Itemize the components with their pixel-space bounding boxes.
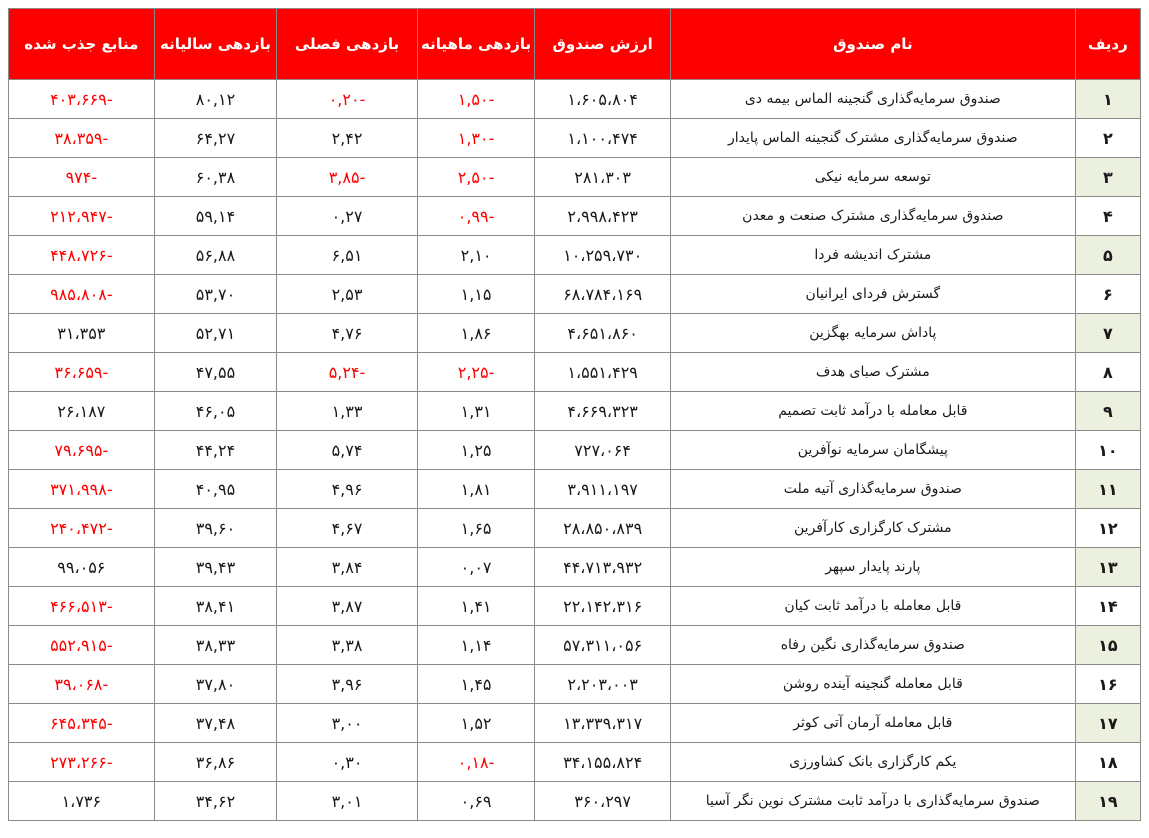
cell-sources-attracted: -۹۷۴ <box>9 158 155 197</box>
cell-monthly-return: ۰,۶۹ <box>417 782 535 821</box>
cell-fund-name: پیشگامان سرمایه نوآفرین <box>670 431 1075 470</box>
cell-sources-attracted: -۴۰۳،۶۶۹ <box>9 80 155 119</box>
cell-monthly-return: ۱,۶۵ <box>417 509 535 548</box>
cell-quarterly-return: ۵,۷۴ <box>277 431 418 470</box>
cell-monthly-return: ۱,۸۶ <box>417 314 535 353</box>
cell-quarterly-return: -۳,۸۵ <box>277 158 418 197</box>
cell-quarterly-return: ۶,۵۱ <box>277 236 418 275</box>
cell-index: ۵ <box>1075 236 1140 275</box>
cell-index: ۱۹ <box>1075 782 1140 821</box>
cell-fund-value: ۴۴،۷۱۳،۹۳۲ <box>535 548 671 587</box>
cell-monthly-return: ۱,۸۱ <box>417 470 535 509</box>
cell-sources-attracted: ۹۹،۰۵۶ <box>9 548 155 587</box>
cell-sources-attracted: ۱،۷۳۶ <box>9 782 155 821</box>
cell-index: ۳ <box>1075 158 1140 197</box>
table-row <box>9 197 1141 236</box>
cell-quarterly-return: ۲,۵۳ <box>277 275 418 314</box>
cell-fund-name: قابل معامله با درآمد ثابت کیان <box>670 587 1075 626</box>
header-fund-name: نام صندوق <box>670 9 1075 80</box>
cell-annual-return: ۳۷,۸۰ <box>154 665 277 704</box>
cell-annual-return: ۳۷,۴۸ <box>154 704 277 743</box>
cell-fund-name: صندوق سرمایه‌گذاری مشترک صنعت و معدن <box>670 197 1075 236</box>
cell-index: ۲ <box>1075 119 1140 158</box>
cell-monthly-return: -۱,۳۰ <box>417 119 535 158</box>
cell-fund-value: ۵۷،۳۱۱،۰۵۶ <box>535 626 671 665</box>
cell-annual-return: ۴۴,۲۴ <box>154 431 277 470</box>
header-annual-return: بازدهی سالیانه <box>154 9 277 80</box>
cell-fund-value: ۳،۹۱۱،۱۹۷ <box>535 470 671 509</box>
cell-index: ۸ <box>1075 353 1140 392</box>
cell-fund-name: صندوق سرمایه‌گذاری مشترک گنجینه الماس پایدار <box>670 119 1075 158</box>
table-row <box>9 392 1141 431</box>
cell-annual-return: ۴۷,۵۵ <box>154 353 277 392</box>
cell-annual-return: ۳۸,۴۱ <box>154 587 277 626</box>
cell-fund-name: صندوق سرمایه‌گذاری نگین رفاه <box>670 626 1075 665</box>
cell-index: ۷ <box>1075 314 1140 353</box>
table-row <box>9 548 1141 587</box>
table-row <box>9 236 1141 275</box>
cell-fund-name: توسعه سرمایه نیکی <box>670 158 1075 197</box>
cell-index: ۱۱ <box>1075 470 1140 509</box>
cell-index: ۱ <box>1075 80 1140 119</box>
header-monthly-return: بازدهی ماهیانه <box>417 9 535 80</box>
cell-fund-name: صندوق سرمایه‌گذاری با درآمد ثابت مشترک نوین نگر آسیا <box>670 782 1075 821</box>
cell-monthly-return: -۲,۲۵ <box>417 353 535 392</box>
cell-monthly-return: ۱,۲۵ <box>417 431 535 470</box>
cell-annual-return: ۳۸,۳۳ <box>154 626 277 665</box>
table-row <box>9 626 1141 665</box>
cell-monthly-return: ۱,۱۴ <box>417 626 535 665</box>
table-row <box>9 704 1141 743</box>
cell-sources-attracted: -۲۴۰،۴۷۲ <box>9 509 155 548</box>
cell-monthly-return: -۲,۵۰ <box>417 158 535 197</box>
header-index: ردیف <box>1075 9 1140 80</box>
table-body <box>9 80 1141 821</box>
cell-fund-name: قابل معامله آرمان آتی کوثر <box>670 704 1075 743</box>
cell-fund-name: مشترک کارگزاری کارآفرین <box>670 509 1075 548</box>
cell-fund-value: ۶۸،۷۸۴،۱۶۹ <box>535 275 671 314</box>
cell-fund-name: قابل معامله با درآمد ثابت تصمیم <box>670 392 1075 431</box>
table-row <box>9 587 1141 626</box>
cell-fund-value: ۲،۹۹۸،۴۲۳ <box>535 197 671 236</box>
cell-index: ۱۸ <box>1075 743 1140 782</box>
cell-quarterly-return: ۲,۴۲ <box>277 119 418 158</box>
cell-fund-name: پاداش سرمایه بهگزین <box>670 314 1075 353</box>
cell-fund-name: یکم کارگزاری بانک کشاورزی <box>670 743 1075 782</box>
cell-sources-attracted: -۳۶،۶۵۹ <box>9 353 155 392</box>
cell-fund-value: ۲،۲۰۳،۰۰۳ <box>535 665 671 704</box>
cell-fund-value: ۳۶۰،۲۹۷ <box>535 782 671 821</box>
cell-quarterly-return: ۰,۳۰ <box>277 743 418 782</box>
cell-fund-name: پارند پایدار سپهر <box>670 548 1075 587</box>
cell-quarterly-return: ۳,۹۶ <box>277 665 418 704</box>
cell-annual-return: ۳۶,۸۶ <box>154 743 277 782</box>
cell-quarterly-return: ۴,۷۶ <box>277 314 418 353</box>
cell-index: ۱۶ <box>1075 665 1140 704</box>
cell-fund-name: گسترش فردای ایرانیان <box>670 275 1075 314</box>
cell-annual-return: ۶۰,۳۸ <box>154 158 277 197</box>
cell-index: ۱۳ <box>1075 548 1140 587</box>
header-row <box>9 9 1141 80</box>
cell-monthly-return: ۱,۱۵ <box>417 275 535 314</box>
table-header <box>9 9 1141 80</box>
cell-fund-value: ۱،۵۵۱،۴۲۹ <box>535 353 671 392</box>
cell-sources-attracted: ۳۱،۳۵۳ <box>9 314 155 353</box>
cell-index: ۴ <box>1075 197 1140 236</box>
cell-quarterly-return: ۰,۲۷ <box>277 197 418 236</box>
table-row <box>9 782 1141 821</box>
table-row <box>9 431 1141 470</box>
cell-monthly-return: ۲,۱۰ <box>417 236 535 275</box>
table-row <box>9 509 1141 548</box>
cell-quarterly-return: -۰,۲۰ <box>277 80 418 119</box>
cell-quarterly-return: ۳,۳۸ <box>277 626 418 665</box>
cell-sources-attracted: ۲۶،۱۸۷ <box>9 392 155 431</box>
cell-sources-attracted: -۴۶۶،۵۱۳ <box>9 587 155 626</box>
cell-sources-attracted: -۲۷۳،۲۶۶ <box>9 743 155 782</box>
cell-quarterly-return: ۳,۸۴ <box>277 548 418 587</box>
cell-sources-attracted: -۳۹،۰۶۸ <box>9 665 155 704</box>
cell-monthly-return: ۱,۴۱ <box>417 587 535 626</box>
cell-fund-value: ۱۰،۲۵۹،۷۳۰ <box>535 236 671 275</box>
table-row <box>9 119 1141 158</box>
cell-fund-value: ۴،۶۶۹،۳۲۳ <box>535 392 671 431</box>
cell-annual-return: ۴۶,۰۵ <box>154 392 277 431</box>
table-row <box>9 275 1141 314</box>
cell-index: ۱۵ <box>1075 626 1140 665</box>
cell-sources-attracted: -۴۴۸،۷۲۶ <box>9 236 155 275</box>
cell-fund-name: مشترک صبای هدف <box>670 353 1075 392</box>
cell-monthly-return: -۰,۱۸ <box>417 743 535 782</box>
cell-fund-value: ۲۸،۸۵۰،۸۳۹ <box>535 509 671 548</box>
cell-fund-value: ۱،۱۰۰،۴۷۴ <box>535 119 671 158</box>
cell-monthly-return: ۱,۵۲ <box>417 704 535 743</box>
cell-index: ۱۰ <box>1075 431 1140 470</box>
cell-index: ۹ <box>1075 392 1140 431</box>
header-quarterly-return: بازدهی فصلی <box>277 9 418 80</box>
cell-sources-attracted: -۹۸۵،۸۰۸ <box>9 275 155 314</box>
cell-quarterly-return: ۱,۳۳ <box>277 392 418 431</box>
cell-fund-name: مشترک اندیشه فردا <box>670 236 1075 275</box>
cell-monthly-return: ۱,۴۵ <box>417 665 535 704</box>
cell-annual-return: ۵۳,۷۰ <box>154 275 277 314</box>
cell-fund-value: ۳۴،۱۵۵،۸۲۴ <box>535 743 671 782</box>
cell-index: ۱۲ <box>1075 509 1140 548</box>
cell-annual-return: ۳۹,۶۰ <box>154 509 277 548</box>
cell-annual-return: ۸۰,۱۲ <box>154 80 277 119</box>
cell-annual-return: ۳۴,۶۲ <box>154 782 277 821</box>
cell-index: ۶ <box>1075 275 1140 314</box>
cell-index: ۱۴ <box>1075 587 1140 626</box>
cell-index: ۱۷ <box>1075 704 1140 743</box>
cell-fund-name: قابل معامله گنجینه آینده روشن <box>670 665 1075 704</box>
cell-quarterly-return: ۳,۰۰ <box>277 704 418 743</box>
cell-monthly-return: ۰,۰۷ <box>417 548 535 587</box>
cell-fund-value: ۱،۶۰۵،۸۰۴ <box>535 80 671 119</box>
cell-fund-name: صندوق سرمایه‌گذاری گنجینه الماس بیمه دی <box>670 80 1075 119</box>
cell-monthly-return: -۱,۵۰ <box>417 80 535 119</box>
cell-quarterly-return: -۵,۲۴ <box>277 353 418 392</box>
table-row <box>9 80 1141 119</box>
cell-annual-return: ۴۰,۹۵ <box>154 470 277 509</box>
table-row <box>9 314 1141 353</box>
cell-fund-value: ۲۸۱،۳۰۳ <box>535 158 671 197</box>
cell-monthly-return: -۰,۹۹ <box>417 197 535 236</box>
cell-fund-value: ۴،۶۵۱،۸۶۰ <box>535 314 671 353</box>
header-fund-value: ارزش صندوق <box>535 9 671 80</box>
cell-annual-return: ۶۴,۲۷ <box>154 119 277 158</box>
cell-sources-attracted: -۳۷۱،۹۹۸ <box>9 470 155 509</box>
table-row <box>9 158 1141 197</box>
table-row <box>9 743 1141 782</box>
cell-fund-value: ۱۳،۳۳۹،۳۱۷ <box>535 704 671 743</box>
cell-annual-return: ۵۹,۱۴ <box>154 197 277 236</box>
cell-annual-return: ۵۶,۸۸ <box>154 236 277 275</box>
cell-sources-attracted: -۲۱۲،۹۴۷ <box>9 197 155 236</box>
funds-table <box>8 8 1141 821</box>
cell-quarterly-return: ۴,۶۷ <box>277 509 418 548</box>
cell-monthly-return: ۱,۳۱ <box>417 392 535 431</box>
cell-quarterly-return: ۳,۰۱ <box>277 782 418 821</box>
header-sources-attracted: منابع جذب شده <box>9 9 155 80</box>
table-row <box>9 665 1141 704</box>
cell-sources-attracted: -۳۸،۳۵۹ <box>9 119 155 158</box>
cell-annual-return: ۳۹,۴۳ <box>154 548 277 587</box>
cell-annual-return: ۵۲,۷۱ <box>154 314 277 353</box>
cell-sources-attracted: -۶۴۵،۳۴۵ <box>9 704 155 743</box>
cell-fund-name: صندوق سرمایه‌گذاری آتیه ملت <box>670 470 1075 509</box>
cell-quarterly-return: ۳,۸۷ <box>277 587 418 626</box>
table-row <box>9 353 1141 392</box>
table-row <box>9 470 1141 509</box>
cell-sources-attracted: -۵۵۲،۹۱۵ <box>9 626 155 665</box>
cell-fund-value: ۷۲۷،۰۶۴ <box>535 431 671 470</box>
cell-quarterly-return: ۴,۹۶ <box>277 470 418 509</box>
cell-fund-value: ۲۲،۱۴۲،۳۱۶ <box>535 587 671 626</box>
cell-sources-attracted: -۷۹،۶۹۵ <box>9 431 155 470</box>
